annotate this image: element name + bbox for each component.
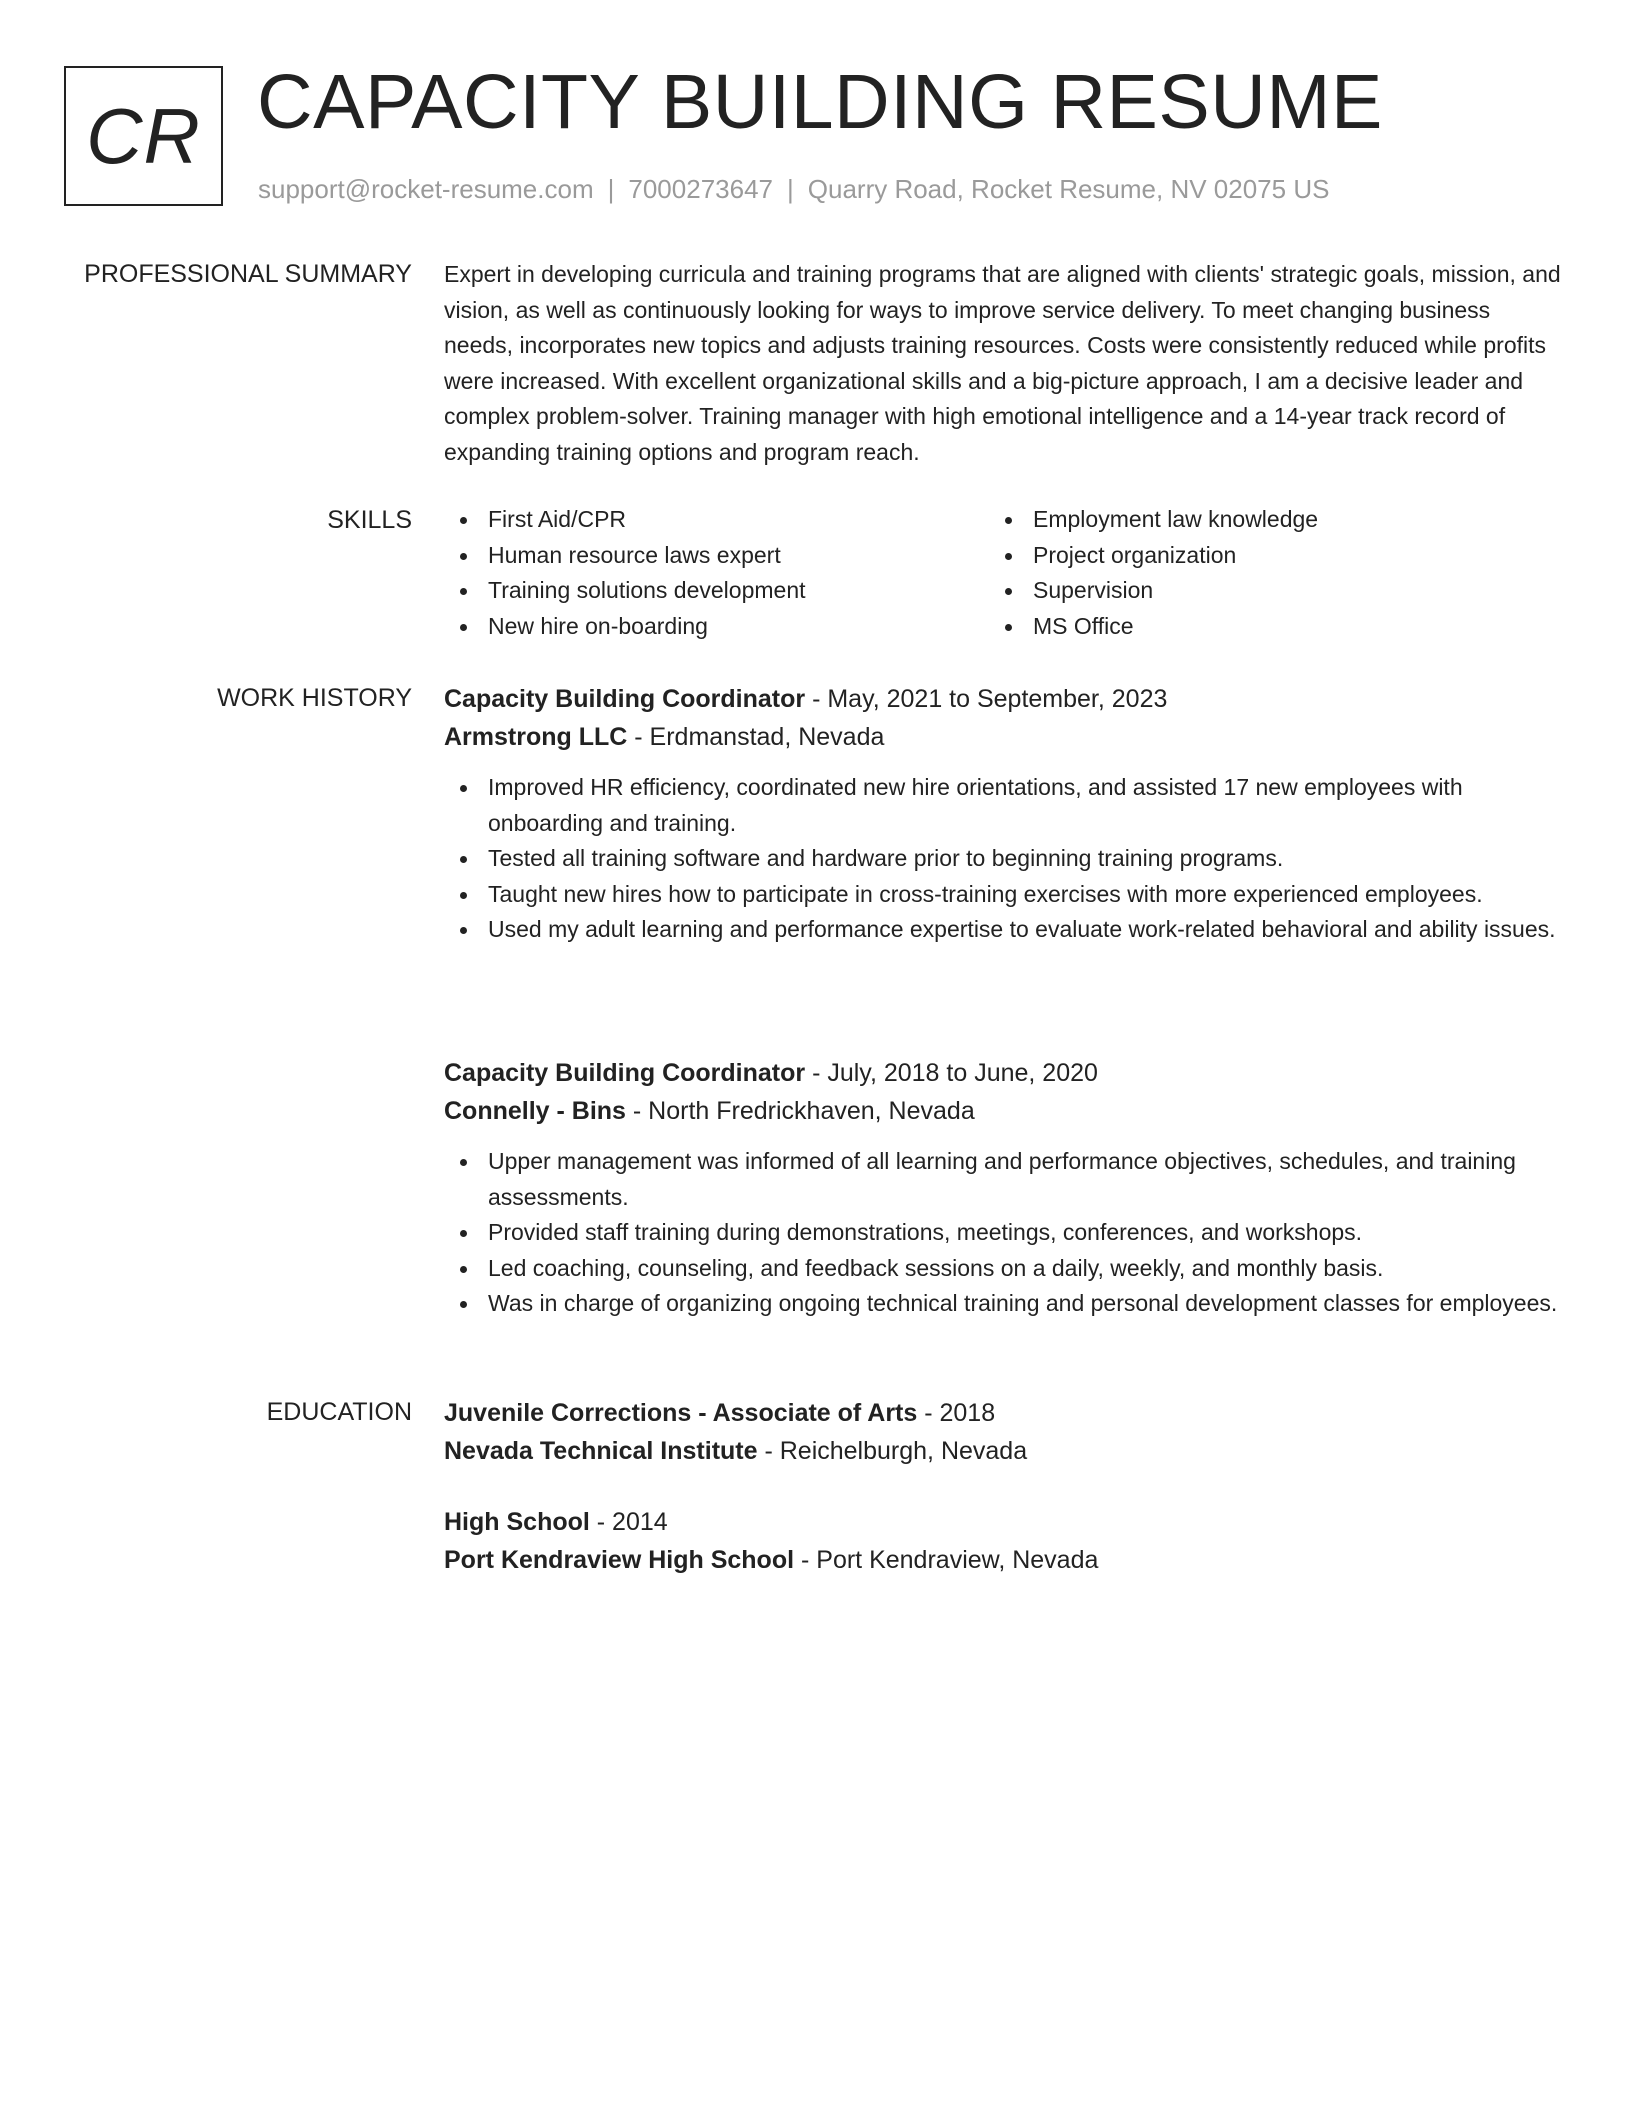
- job-company-line: [444, 718, 1564, 756]
- skill-item: First Aid/CPR: [444, 502, 989, 538]
- contact-separator: |: [787, 174, 794, 204]
- job-bullet: Upper management was informed of all learning and performance objectives, schedules, and training assessments.: [444, 1144, 1564, 1215]
- education-location: - Port Kendraview, Nevada: [794, 1546, 1099, 1574]
- education-year: - 2018: [917, 1399, 996, 1427]
- job-bullet: Taught new hires how to participate in cross-training exercises with more experienced employees.: [444, 877, 1564, 913]
- job-company: Connelly - Bins: [444, 1097, 626, 1125]
- skill-item: Project organization: [989, 538, 1549, 574]
- monogram-initials: CR: [86, 91, 201, 180]
- job-bullet: Improved HR efficiency, coordinated new hire orientations, and assisted 17 new employees with onboarding and training.: [444, 770, 1564, 841]
- job-bullet: Used my adult learning and performance expertise to evaluate work-related behavioral and ability issues.: [444, 912, 1564, 948]
- resume-title: CAPACITY BUILDING RESUME: [257, 59, 1383, 145]
- education-entry: [444, 1394, 1564, 1470]
- skills-column-right: [989, 502, 1549, 644]
- job-bullet: Was in charge of organizing ongoing technical training and personal development classes for employees.: [444, 1286, 1564, 1322]
- job-company-line: [444, 1092, 1564, 1130]
- monogram-box: [64, 66, 223, 206]
- education-year: - 2014: [589, 1508, 668, 1536]
- job-entry: [444, 680, 1564, 948]
- work-history-heading: WORK HISTORY: [217, 684, 412, 712]
- job-dates: - July, 2018 to June, 2020: [805, 1059, 1098, 1087]
- education-school-line: [444, 1432, 1564, 1470]
- job-bullet: Tested all training software and hardware prior to beginning training programs.: [444, 841, 1564, 877]
- skill-item: Employment law knowledge: [989, 502, 1549, 538]
- job-company: Armstrong LLC: [444, 723, 628, 751]
- education-school-line: [444, 1541, 1564, 1579]
- summary-text: Expert in developing curricula and training programs that are aligned with clients' strategic goals, mission, and vision, as well as continuously looking for ways to improve service delivery. To meet changing business needs, incorporates new topics and adjusts training resources. Costs were consistently reduced while profits were increased. With excellent organizational skills and a big-picture approach, I am a decisive leader and complex problem-solver. Training manager with high emotional intelligence and a 14-year track record of expanding training options and program reach.: [444, 261, 1561, 465]
- job-title-line: [444, 1054, 1564, 1092]
- job-bullets: [444, 770, 1564, 948]
- education-degree: Juvenile Corrections - Associate of Arts: [444, 1399, 918, 1427]
- education-degree-line: [444, 1394, 1564, 1432]
- education-school: Nevada Technical Institute: [444, 1437, 758, 1465]
- education-degree: High School: [444, 1508, 590, 1536]
- skill-item: MS Office: [989, 609, 1549, 645]
- job-entry: [444, 1054, 1564, 1322]
- skill-item: Supervision: [989, 573, 1549, 609]
- contact-email[interactable]: support@rocket-resume.com: [258, 174, 594, 204]
- contact-separator: |: [607, 174, 615, 204]
- job-bullets: [444, 1144, 1564, 1322]
- job-title-line: [444, 680, 1564, 718]
- job-bullet: Led coaching, counseling, and feedback sessions on a daily, weekly, and monthly basis.: [444, 1251, 1564, 1287]
- job-title: Capacity Building Coordinator: [444, 1059, 806, 1087]
- contact-address: Quarry Road, Rocket Resume, NV 02075 US: [807, 174, 1330, 204]
- skill-item: Training solutions development: [444, 573, 989, 609]
- summary-heading: PROFESSIONAL SUMMARY: [84, 260, 412, 288]
- contact-line: [258, 174, 1329, 205]
- job-dates: - May, 2021 to September, 2023: [805, 685, 1168, 713]
- job-location: - Erdmanstad, Nevada: [627, 723, 885, 751]
- education-degree-line: [444, 1503, 1564, 1541]
- skills-list: [444, 502, 1564, 644]
- job-bullet: Provided staff training during demonstrations, meetings, conferences, and workshops.: [444, 1215, 1564, 1251]
- education-heading: EDUCATION: [266, 1398, 412, 1426]
- job-location: - North Fredrickhaven, Nevada: [625, 1097, 975, 1125]
- skill-item: New hire on-boarding: [444, 609, 989, 645]
- skills-column-left: [444, 502, 989, 644]
- education-school: Port Kendraview High School: [444, 1546, 795, 1574]
- education-entry: [444, 1503, 1564, 1579]
- skill-item: Human resource laws expert: [444, 538, 989, 574]
- education-location: - Reichelburgh, Nevada: [757, 1437, 1028, 1465]
- skills-heading: SKILLS: [327, 506, 412, 534]
- job-title: Capacity Building Coordinator: [444, 685, 806, 713]
- contact-phone[interactable]: 7000273647: [628, 174, 773, 204]
